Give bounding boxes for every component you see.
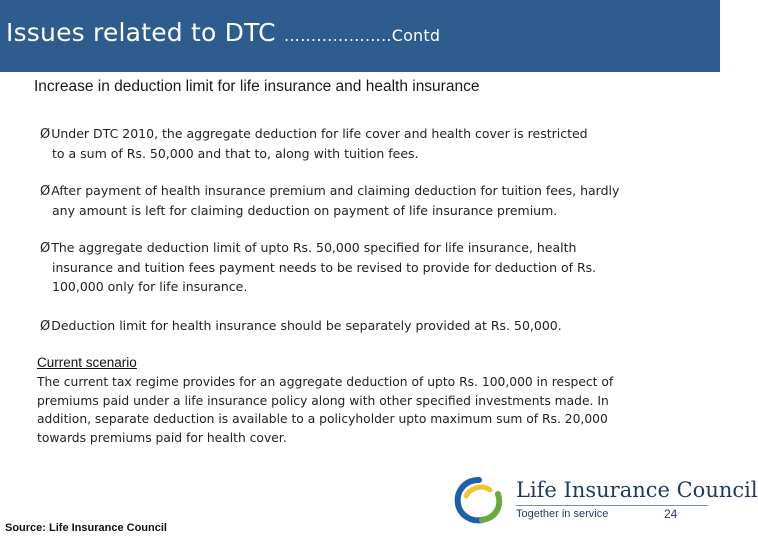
arrow-bullet-icon: Ø	[40, 319, 51, 334]
arrow-bullet-icon: Ø	[40, 184, 51, 199]
page-title	[6, 18, 440, 47]
bullet-item	[40, 181, 670, 220]
bullet-text-line: Deduction limit for health insurance should be separately provided at Rs. 50,000.	[51, 318, 562, 333]
page-number: 24	[664, 507, 678, 521]
logo-divider	[516, 505, 708, 506]
bullet-text-line: any amount is left for claiming deduction on payment of life insurance premium.	[52, 203, 558, 218]
source-note: Source: Life Insurance Council	[5, 522, 167, 534]
bullet-text-line: 100,000 only for life insurance.	[52, 279, 248, 294]
logo-tagline: Together in service	[516, 508, 609, 520]
current-scenario-body	[37, 373, 657, 447]
arrow-bullet-icon: Ø	[40, 127, 51, 142]
current-scenario-line: The current tax regime provides for an aggregate deduction of upto Rs. 100,000 in respect of	[37, 375, 614, 389]
arrow-bullet-icon: Ø	[40, 241, 51, 256]
current-scenario-line: premiums paid under a life insurance policy along with other specified investments made. In	[37, 393, 609, 408]
page-title-text: Issues related to DTC	[6, 18, 276, 47]
bullet-item	[40, 316, 670, 336]
bullet-text-line: to a sum of Rs. 50,000 and that to, along with tuition fees.	[52, 146, 419, 161]
bullet-text-line: The aggregate deduction limit of upto Rs. 50,000 specified for life insurance, health	[51, 240, 577, 255]
bullet-item	[40, 124, 670, 163]
bullet-text-line: After payment of health insurance premium and claiming deduction for tuition fees, hardly	[51, 183, 620, 198]
life-insurance-council-logo	[452, 474, 758, 526]
current-scenario-line: addition, separate deduction is available to a policyholder upto maximum sum of Rs. 20,000	[37, 412, 608, 426]
bullet-text-line: insurance and tuition fees payment needs to be revised to provide for deduction of Rs.	[52, 260, 597, 275]
bullet-text-line: Under DTC 2010, the aggregate deduction for life cover and health cover is restricted	[51, 126, 588, 141]
logo-name: Life Insurance Council	[516, 478, 758, 502]
council-swirl-icon	[452, 474, 506, 526]
bullet-item	[40, 238, 670, 296]
current-scenario-heading: Current scenario	[37, 355, 137, 370]
header-bar	[0, 0, 720, 72]
current-scenario-line: towards premiums paid for health cover.	[37, 430, 287, 445]
section-subtitle: Increase in deduction limit for life insurance and health insurance	[34, 78, 480, 95]
page-title-suffix: ………………..Contd	[283, 26, 441, 45]
